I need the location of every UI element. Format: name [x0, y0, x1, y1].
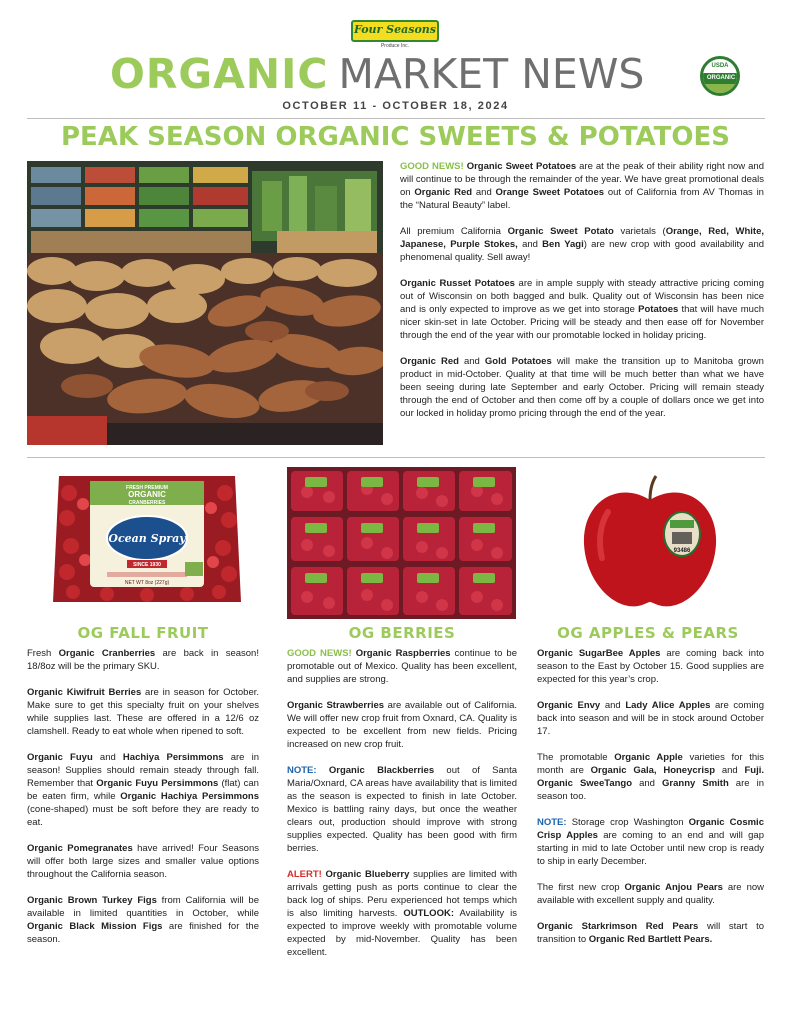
cranberries-bag-photo	[47, 468, 247, 613]
fall-fruit-column	[27, 647, 259, 946]
body-text: have arrived! Four Seasons will offer both large sizes and smaller value options throughout the California season.	[27, 843, 260, 880]
bag-since: SINCE 1930	[133, 562, 161, 568]
body-text: and	[600, 700, 626, 711]
emphasis-text: Organic Cranberries	[58, 648, 156, 659]
emphasis-text: GOOD NEWS!	[287, 648, 352, 659]
main-headline: PEAK SEASON ORGANIC SWEETS & POTATOES	[60, 122, 730, 152]
emphasis-text: Organic Brown Turkey Figs	[27, 895, 157, 906]
body-text: ) are new crop with good availability and phenomenal quality. Sell away!	[400, 239, 765, 263]
body-text: and	[472, 187, 496, 198]
emphasis-text: Organic Fuyu	[27, 752, 93, 763]
body-text: and	[92, 752, 123, 763]
bag-net-weight: NET WT 8oz (227g)	[124, 580, 170, 586]
body-text: are available out of California. We will offer new crop fruit from Oxnard, CA. Quality is expected to be excellent from new fields. Pricing increased on new crop fruit.	[287, 700, 517, 750]
emphasis-text: Organic Red Bartlett Pears.	[588, 934, 713, 945]
emphasis-text: Organic Gala, Honeycrisp	[590, 765, 716, 776]
emphasis-text: Organic Hachiya Persimmons	[120, 791, 260, 802]
body-text: continue to be promotable out of Mexico. Quality has been excellent, and supplies are strong.	[287, 648, 517, 685]
emphasis-text: Gold Potatoes	[484, 356, 552, 367]
emphasis-text: Organic Cosmic Crisp Apples	[537, 817, 764, 841]
fall-fruit-paragraph-4	[27, 842, 259, 881]
logo-badge	[351, 20, 439, 42]
emphasis-text: Organic Kiwifruit Berries	[27, 687, 142, 698]
emphasis-text: Organic Black Mission Figs	[27, 921, 163, 932]
fall-fruit-paragraph-5	[27, 894, 259, 946]
body-text: out of California from AV Thomas in the “Natural Beauty” label.	[400, 187, 764, 211]
emphasis-text: Organic Pomegranates	[27, 843, 133, 854]
body-text	[317, 765, 329, 776]
emphasis-text: Organic Sweet Potato	[507, 226, 614, 237]
emphasis-text: Organic Blueberry	[325, 869, 410, 880]
emphasis-text: ALERT!	[287, 869, 322, 880]
intro-paragraph-3	[400, 277, 764, 342]
four-seasons-logo	[351, 20, 439, 50]
emphasis-text: Organic Envy	[537, 700, 601, 711]
emphasis-text: Organic Sweet Potatoes	[466, 161, 577, 172]
emphasis-text: Organic Anjou Pears	[624, 882, 723, 893]
apples-paragraph-2	[537, 699, 764, 738]
emphasis-text: Ben Yagi	[542, 239, 584, 250]
body-text: supplies are limited with arrivals getting push as ports continue to clear the back log of ships. Peru experienced hot temps which is also limiting harvests.	[287, 869, 518, 919]
raspberry-clamshells-illustration	[287, 467, 516, 619]
emphasis-text: Organic Starkrimson Red Pears	[537, 921, 699, 932]
emphasis-text: Organic Blackberries	[328, 765, 435, 776]
bag-fresh-premium: FRESH PREMIUM	[126, 485, 168, 491]
berries-paragraph-2	[287, 699, 517, 751]
intro-paragraph-4	[400, 355, 764, 420]
emphasis-text: Organic Strawberries	[287, 700, 385, 711]
sweet-potatoes-photo	[27, 161, 383, 445]
emphasis-text: GOOD NEWS!	[400, 161, 464, 172]
body-text: are in season! Supplies should remain steady through fall. Remember that	[27, 752, 259, 789]
body-text: are at the peak of their ability right now and will continue to be through the remainder of the year. We have great promotional deals on	[400, 161, 764, 198]
emphasis-text: Lady Alice Apples	[625, 700, 711, 711]
body-text: Storage crop Washington	[566, 817, 689, 828]
body-text: and	[632, 778, 663, 789]
body-text: and	[715, 765, 745, 776]
intro-article	[400, 160, 764, 420]
berries-paragraph-1	[287, 647, 517, 686]
body-text: are in season for October. Make sure to get this specialty fruit on your shelves while supplies last. These are offered in a 12/6 oz clamshell. Ready to eat whole when ripened to soft.	[27, 687, 260, 737]
emphasis-text: Potatoes	[638, 304, 679, 315]
bag-organic: ORGANIC	[128, 490, 166, 499]
body-text: from California will be available in limited quantities in October, while	[27, 895, 259, 919]
raspberries-photo	[287, 467, 516, 619]
body-text: are coming back into season and will be in stock around October 17.	[537, 700, 764, 737]
intro-paragraph-2	[400, 225, 764, 264]
apple-photo	[578, 472, 722, 612]
berries-paragraph-3	[287, 764, 517, 855]
header-divider	[27, 118, 765, 119]
emphasis-text: Organic Russet Potatoes	[400, 278, 515, 289]
body-text: and	[458, 356, 485, 367]
apples-paragraph-3	[537, 751, 764, 803]
body-text: are now available with excellent supply and quality.	[537, 882, 765, 906]
apple-plu-number: 93486	[673, 548, 691, 554]
berries-column	[287, 647, 517, 959]
masthead-title	[110, 50, 682, 98]
body-text: All premium California	[400, 226, 508, 237]
cranberry-bag-illustration	[47, 468, 247, 613]
emphasis-text: NOTE:	[537, 817, 567, 828]
fall-fruit-paragraph-2	[27, 686, 259, 738]
masthead-market-news: MARKET NEWS	[338, 50, 645, 98]
fall-fruit-paragraph-1	[27, 647, 259, 673]
body-text: are in season too.	[537, 778, 764, 802]
fall-fruit-paragraph-3	[27, 751, 259, 829]
apples-pears-title: OG APPLES & PEARS	[557, 624, 739, 642]
intro-paragraph-1	[400, 160, 764, 212]
body-text: are coming back into season to the East by October 15. Good supplies are expected for this year’s crop.	[537, 648, 764, 685]
apples-pears-column	[537, 647, 764, 946]
potato-display-illustration	[27, 161, 383, 445]
usda-organic-band: ORGANIC	[701, 73, 740, 84]
logo-subtitle: Produce Inc.	[380, 43, 410, 49]
berries-paragraph-4	[287, 868, 517, 959]
issue-date: OCTOBER 11 - OCTOBER 18, 2024	[282, 100, 509, 112]
fall-fruit-title: OG FALL FRUIT	[77, 624, 209, 642]
berries-title: OG BERRIES	[348, 624, 456, 642]
emphasis-text: Organic Red	[400, 356, 459, 367]
body-text: The first new crop	[537, 882, 625, 893]
emphasis-text: OUTLOOK:	[403, 908, 454, 919]
body-text: will start to transition to	[537, 921, 764, 945]
emphasis-text: Organic Raspberries	[355, 648, 451, 659]
apples-paragraph-6	[537, 920, 764, 946]
body-text: (flat) can be eaten firm, while	[27, 778, 259, 802]
section-divider	[27, 457, 765, 458]
body-text: varieties for this month are	[537, 752, 764, 776]
usda-organic-seal	[700, 56, 740, 96]
bag-brand: Ocean Spray	[108, 532, 186, 545]
body-text: The promotable	[537, 752, 615, 763]
emphasis-text: NOTE:	[287, 765, 317, 776]
body-text: Fresh	[27, 648, 59, 659]
bag-cranberries: CRANBERRIES	[128, 500, 166, 506]
apples-paragraph-4	[537, 816, 764, 868]
body-text: and	[517, 239, 543, 250]
body-text: Availability is expected to improve weekly with promotable volume expected by mid-November. Quality has been excellent.	[287, 908, 518, 958]
emphasis-text: Granny Smith	[662, 778, 729, 789]
emphasis-text: Organic Red	[414, 187, 473, 198]
apples-paragraph-1	[537, 647, 764, 686]
logo-brand: Four Seasons	[354, 23, 436, 36]
body-text: that will have much nicer skin-set in late October. Pricing will be steady and then ease off for November through the end of the year with our promotable locked in holiday pricing.	[400, 304, 764, 341]
body-text: are in ample supply with steady attractive pricing coming out of Wisconsin on both bagged and bulk. Quality out of Wisconsin has been nice and is only expected to improve as we get into storage	[400, 278, 764, 315]
emphasis-text: Organic Fuyu Persimmons	[96, 778, 219, 789]
body-text: (cone-shaped) must be soft before they are ready to eat.	[27, 804, 259, 828]
red-apple-illustration	[578, 472, 722, 612]
masthead-organic: ORGANIC	[110, 50, 329, 98]
emphasis-text: Organic SugarBee Apples	[537, 648, 661, 659]
apples-paragraph-5	[537, 881, 764, 907]
emphasis-text: Orange, Red, White, Japanese, Purple Stokes,	[400, 226, 764, 250]
body-text: will make the transition up to Manitoba grown product in mid-October. Quality at that time will be much better than what we have been seeing during late September and early October. Pricing will remain steady through the end of October and then come off by a couple of dollars once we get into our locked in holiday promo pricing through the end of the year.	[400, 356, 764, 419]
body-text: are finished for the season.	[27, 921, 259, 945]
body-text: are back in season! 18/8oz will be the primary SKU.	[27, 648, 259, 672]
body-text: varietals (	[613, 226, 666, 237]
body-text: out of Santa Maria/Oxnard, CA areas have availability that is limited as the season is expected to finish in late October. Mexico is battling rainy days, but once the weather clears out, production should improve with strong supplies expected. Quality has been good with firm berries.	[287, 765, 518, 854]
usda-label: USDA	[711, 63, 729, 69]
emphasis-text: Hachiya Persimmons	[122, 752, 224, 763]
emphasis-text: Orange Sweet Potatoes	[495, 187, 605, 198]
usda-seal-field	[703, 84, 737, 94]
emphasis-text: Organic Apple	[614, 752, 683, 763]
emphasis-text: Fuji. Organic SweeTango	[537, 765, 764, 789]
body-text: are coming to an end and will gap starting in mid to late October until new crop is ready to ship in early December.	[537, 830, 764, 867]
